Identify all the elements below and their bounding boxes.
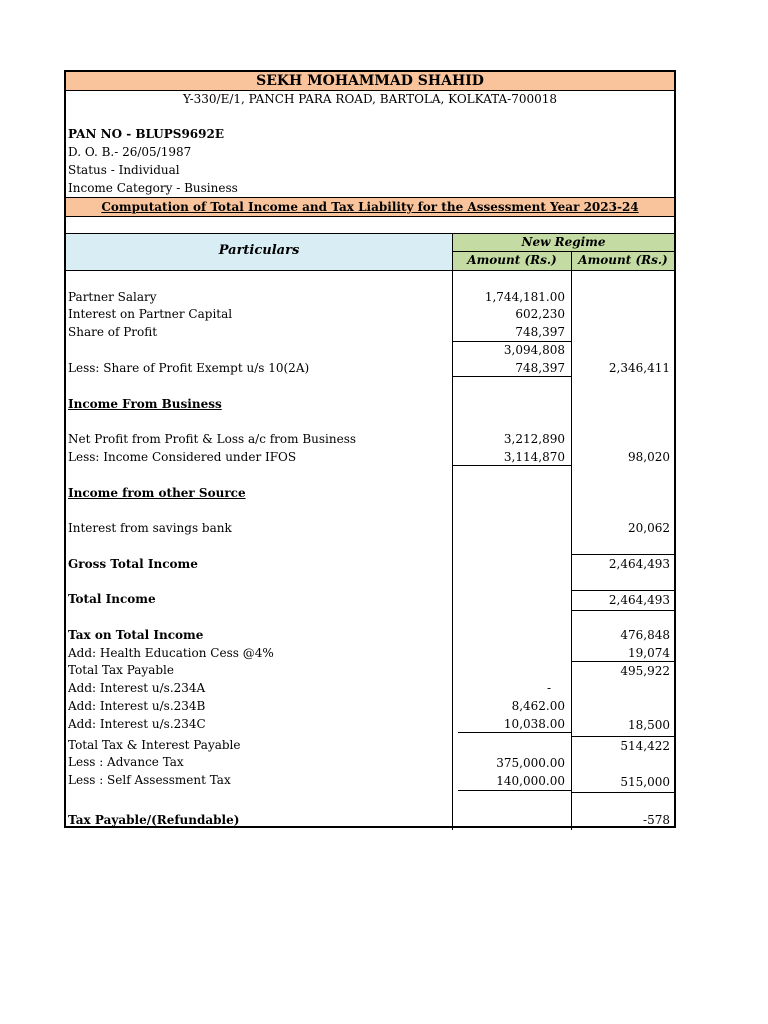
less-ifos-label: Less: Income Considered under IFOS xyxy=(68,450,297,464)
savings-interest-amount: 20,062 xyxy=(628,521,670,535)
partner-income-total: 2,346,411 xyxy=(608,361,670,375)
total-tax-label: Total Tax Payable xyxy=(68,663,174,677)
advance-tax-label: Less : Advance Tax xyxy=(68,755,184,769)
taxes-paid-total: 515,000 xyxy=(620,775,670,789)
other-source-heading: Income from other Source xyxy=(68,486,246,500)
less-exempt-amount: 748,397 xyxy=(515,361,565,375)
pan-number: PAN NO - BLUPS9692E xyxy=(68,127,224,141)
subtotal-amount: 3,094,808 xyxy=(503,343,565,357)
less-exempt-label: Less: Share of Profit Exempt u/s 10(2A) xyxy=(68,361,310,375)
less-ifos-amount: 3,114,870 xyxy=(503,450,565,464)
cess-amount: 19,074 xyxy=(628,646,670,660)
amount-header-col2: Amount (Rs.) xyxy=(578,253,668,267)
particulars-header: Particulars xyxy=(218,243,300,258)
interest-234a-amount: - xyxy=(546,681,551,695)
tax-payable-amount: -578 xyxy=(643,813,670,827)
tax-total-amount: 476,848 xyxy=(620,628,670,642)
taxpayer-name: SEKH MOHAMMAD SHAHID xyxy=(256,73,484,89)
computation-sheet xyxy=(64,70,676,828)
total-tax-interest-label: Total Tax & Interest Payable xyxy=(68,738,241,752)
total-tax-interest-amount: 514,422 xyxy=(620,739,670,753)
total-income-label: Total Income xyxy=(68,592,156,606)
cess-label: Add: Health Education Cess @4% xyxy=(68,646,274,660)
share-profit-label: Share of Profit xyxy=(68,325,158,339)
net-profit-label: Net Profit from Profit & Loss a/c from Business xyxy=(68,432,357,446)
interest-234c-amount: 10,038.00 xyxy=(503,717,565,731)
tax-total-label: Tax on Total Income xyxy=(68,628,204,642)
savings-interest-label: Interest from savings bank xyxy=(68,521,232,535)
business-income-total: 98,020 xyxy=(628,450,670,464)
taxpayer-address: Y-330/E/1, PANCH PARA ROAD, BARTOLA, KOLKATA-700018 xyxy=(182,92,557,106)
interest-234b-label: Add: Interest u/s.234B xyxy=(68,699,206,713)
net-profit-amount: 3,212,890 xyxy=(503,432,565,446)
advance-tax-amount: 375,000.00 xyxy=(496,756,565,770)
new-regime-header: New Regime xyxy=(521,235,606,249)
date-of-birth: D. O. B.- 26/05/1987 xyxy=(68,145,192,159)
taxpayer-status: Status - Individual xyxy=(68,163,180,177)
self-assessment-amount: 140,000.00 xyxy=(496,774,565,788)
interest-capital-label: Interest on Partner Capital xyxy=(68,307,233,321)
gross-total-label: Gross Total Income xyxy=(68,557,198,571)
partner-salary-label: Partner Salary xyxy=(68,290,157,304)
tax-payable-label: Tax Payable/(Refundable) xyxy=(68,813,240,827)
total-tax-amount: 495,922 xyxy=(620,664,670,678)
amount-header-col1: Amount (Rs.) xyxy=(467,253,557,267)
interest-234a-label: Add: Interest u/s.234A xyxy=(68,681,206,695)
interest-234c-label: Add: Interest u/s.234C xyxy=(68,717,206,731)
income-category: Income Category - Business xyxy=(68,181,238,195)
total-income-amount: 2,464,493 xyxy=(608,593,670,607)
gross-total-amount: 2,464,493 xyxy=(608,557,670,571)
computation-title: Computation of Total Income and Tax Liability for the Assessment Year 2023-24 xyxy=(101,200,639,214)
interest-capital-amount: 602,230 xyxy=(515,307,565,321)
partner-salary-amount: 1,744,181.00 xyxy=(484,290,565,304)
share-profit-amount: 748,397 xyxy=(515,325,565,339)
interest-total-amount: 18,500 xyxy=(628,718,670,732)
interest-234b-amount: 8,462.00 xyxy=(511,699,565,713)
self-assessment-label: Less : Self Assessment Tax xyxy=(68,773,231,787)
business-heading: Income From Business xyxy=(68,397,222,411)
